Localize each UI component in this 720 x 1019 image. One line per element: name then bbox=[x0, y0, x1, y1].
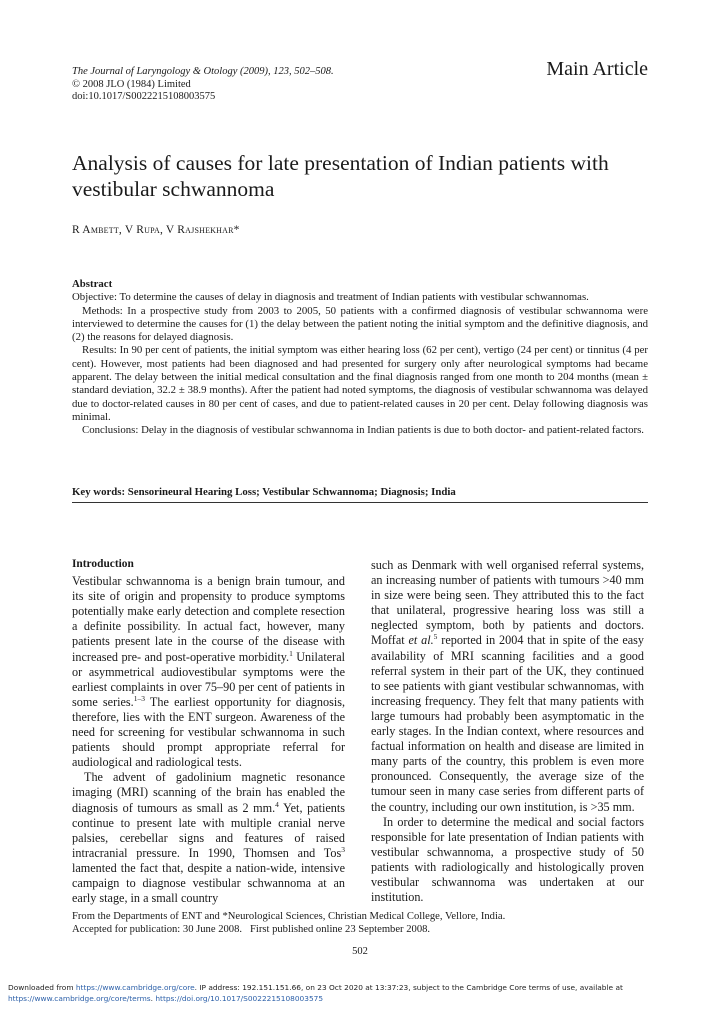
citation-ref: 4 bbox=[275, 799, 279, 809]
terms-link[interactable]: https://www.cambridge.org/core/terms bbox=[8, 994, 151, 1003]
page-number: 502 bbox=[352, 946, 368, 957]
paragraph: The advent of gadolinium magnetic resonance imaging (MRI) scanning of the brain has enabled the diagnosis of tumours as small as 2 mm.$^4$ Yet, patients continue to present late with multiple cranial nerve palsies, cerebellar signs and features of raised intracranial pressure. In 1990, Thomsen and Tos$^3$ lamented the fact that, despite a nation-wide, intensive campaign to diagnose vestibular schwannoma at an early stage, in a small country bbox=[72, 770, 346, 906]
author-list bbox=[72, 224, 240, 236]
citation-ref: 1 bbox=[289, 648, 293, 658]
paragraph: such as Denmark with well organised referral systems, an increasing number of patients with tumours >40 mm in size were being seen. They attributed this to the fact that unilateral, progressive hearing loss was still a neglected symptom, both by patients and doctors. Moffat et al.$^5$ reported in 2004 that in spite of the easy availability of MRI scanning facilities and a good referral system in their part of the UK, they continued to see patients with giant vestibular schwannomas, with increasing frequency. They felt that many patients with large tumours had probably been asymptomatic in the early stages. In the Indian context, where resources and factual information on health and disease are limited in many parts of the country, this problem is even more pronounced. Consequently, the average size of the tumour seen in many case series from different parts of the country, including our own institution, is >35 mm. bbox=[371, 558, 645, 814]
author-names: R Ambett, V Rupa, V Rajshekhar* bbox=[72, 224, 240, 236]
journal-citation: The Journal of Laryngology & Otology (2009), 123, 502–508. bbox=[72, 66, 334, 77]
copyright-line: © 2008 JLO (1984) Limited bbox=[72, 78, 191, 90]
abstract-divider bbox=[72, 502, 648, 503]
affiliation: From the Departments of ENT and *Neurological Sciences, Christian Medical College, Vellore, India. bbox=[72, 911, 506, 922]
abstract-heading: Abstract bbox=[72, 278, 113, 290]
doi-link[interactable]: https://doi.org/10.1017/S0022215108003575 bbox=[155, 994, 324, 1003]
keywords: Key words: Sensorineural Hearing Loss; Vestibular Schwannoma; Diagnosis; India bbox=[72, 486, 456, 498]
section-heading-introduction: Introduction bbox=[72, 558, 134, 570]
citation-ref: 5 bbox=[433, 632, 438, 642]
doi-line: doi:10.1017/S0022215108003575 bbox=[72, 91, 216, 103]
citation-ref: 3 bbox=[341, 844, 345, 854]
abstract-conclusions: Conclusions: Delay in the diagnosis of vestibular schwannoma in Indian patients is due to both doctor- and patient-related factors. bbox=[82, 424, 644, 437]
body-column-right bbox=[371, 558, 644, 905]
core-link[interactable]: https://www.cambridge.org/core bbox=[75, 983, 195, 992]
abstract bbox=[72, 278, 648, 438]
publication-dates: Accepted for publication: 30 June 2008. First published online 23 September 2008. bbox=[72, 923, 431, 935]
abstract-methods: Methods: In a prospective study from 2003 to 2005, 50 patients with a confirmed diagnosis of vestibular schwannoma were interviewed to determine the causes for (1) the delay between the patient noting the initial symptom and the definitive diagnosis, and (2) the reasons for delayed diagnosis. bbox=[72, 304, 648, 344]
footnote bbox=[72, 911, 505, 936]
body-column-left bbox=[72, 557, 345, 906]
abstract-results: Results: In 90 per cent of patients, the initial symptom was either hearing loss (62 per cent), vertigo (24 per cent) or tinnitus (4 per cent). However, most patients had been diagnosed and had presented for surgery only after neurological symptoms had became apparent. The delay between the initial medical consultation and the final diagnosis ranged from one month to 204 months (mean ± standard deviation, 32.2 ± 38.9 months). After the patient had noted symptoms, the diagnosis of vestibular schwannoma was delayed due to doctor-related causes in 80 per cent of cases, and due to patient-related causes in 20 per cent. Delay following diagnosis was minimal. bbox=[72, 344, 648, 423]
section-label: Main Article bbox=[546, 58, 648, 80]
paragraph: Vestibular schwannoma is a benign brain tumour, and its site of origin and propensity to produce symptoms potentially make early detection and complete resection a definite possibility. In actual fact, however, many patients present late in the course of the disease with increased pre- and post-operative morbidity.$^1$ Unilateral or asymmetrical audiovestibular symptoms were the earliest complaints in over 75–90 per cent of patients in some series.$^{1-3}$ The earliest opportunity for diagnosis, therefore, lies with the ENT surgeon. Awareness of the need for screening for vestibular schwannoma in such patients should prompt appropriate referral for audiological and radiological tests. bbox=[72, 574, 345, 770]
paragraph: In order to determine the medical and social factors responsible for late presentation of Indian patients with vestibular schwannoma, a prospective study of 50 patients with radiologically and histologically proven vestibular schwannoma was undertaken at our institution. bbox=[371, 814, 644, 905]
citation-ref: 1–3 bbox=[133, 693, 145, 703]
citation-block bbox=[72, 66, 334, 104]
abstract-objective: Objective: To determine the causes of delay in diagnosis and treatment of Indian patients with vestibular schwannomas. bbox=[72, 291, 589, 304]
download-notice: Downloaded from https://www.cambridge.org/core. IP address: 192.151.151.66, on 23 Oct 2020 at 13:37:23, subject to the Cambridge Core terms of use, available at https://www.cambridge.org/core/terms. https://doi.org/10.1017/S0022215108003575 bbox=[8, 983, 623, 1003]
article-title: Analysis of causes for late presentation of Indian patients with vestibular schwannoma bbox=[72, 151, 609, 201]
